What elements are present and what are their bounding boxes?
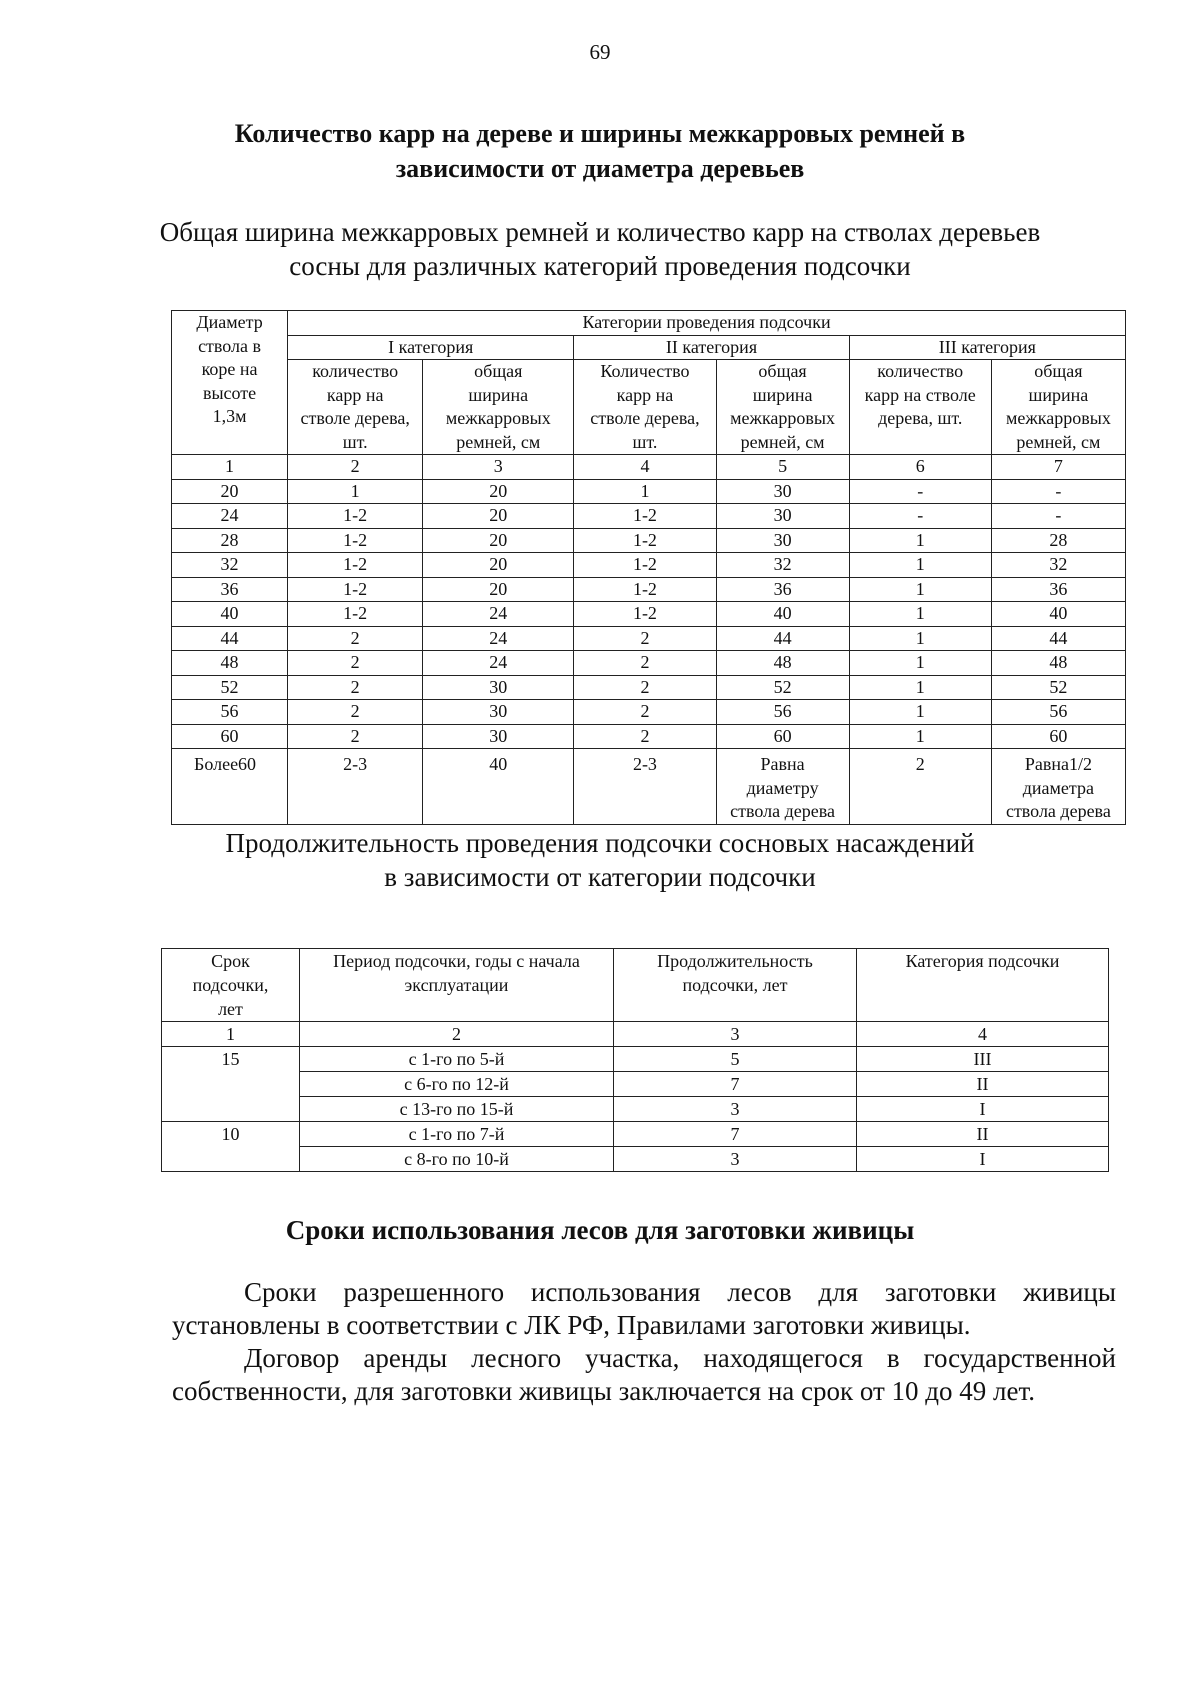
table-cell: 2 — [288, 626, 423, 651]
sub-header-line: количество — [877, 361, 964, 381]
table-row — [172, 479, 1126, 504]
table-row — [172, 577, 1126, 602]
table-cell: 24 — [423, 651, 574, 676]
diameter-header-line: высоте — [202, 382, 257, 403]
table-cell: 30 — [423, 724, 574, 749]
table-cell — [716, 749, 849, 825]
column-number: 2 — [288, 455, 423, 480]
table-cell: 56 — [716, 700, 849, 725]
table-cell: 2 — [288, 700, 423, 725]
header-line: подсочки, — [192, 975, 269, 995]
duration-header-col-1 — [162, 949, 300, 1022]
table-cell: 20 — [423, 528, 574, 553]
sub-header-line: количество — [312, 361, 399, 381]
sub-header-col-7 — [991, 360, 1125, 455]
cell-line: диаметру — [746, 777, 819, 798]
table-cell: I — [857, 1147, 1109, 1172]
table-cell: 1-2 — [574, 577, 716, 602]
table-cell: 1-2 — [288, 577, 423, 602]
column-number: 2 — [300, 1022, 614, 1047]
table2-caption-line-1: Продолжительность проведения подсочки сосновых насаждений — [225, 828, 975, 858]
sub-header-line: Количество — [600, 361, 690, 381]
table-cell: 20 — [423, 553, 574, 578]
table-cell: с 1-го по 5-й — [300, 1047, 614, 1072]
table-cell — [991, 749, 1125, 825]
table-cell: 36 — [991, 577, 1125, 602]
cell-line: диаметра — [1022, 777, 1095, 798]
column-number: 7 — [991, 455, 1125, 480]
table-cell: 20 — [172, 479, 288, 504]
paragraph-1-line-2: установлены в соответствии с ЛК РФ, Правилами заготовки живицы. — [172, 1310, 971, 1340]
table-cell: 3 — [614, 1147, 857, 1172]
column-number: 4 — [574, 455, 716, 480]
categories-group-header: Категории проведения подсочки — [288, 311, 1126, 336]
header-line: Срок — [211, 951, 250, 971]
duration-header-col-4 — [857, 949, 1109, 1022]
table-row — [162, 1047, 1109, 1072]
table-cell: с 6-го по 12-й — [300, 1072, 614, 1097]
header-line: лет — [218, 999, 243, 1019]
sub-header-col-3 — [423, 360, 574, 455]
table-row — [162, 1072, 1109, 1097]
column-number: 1 — [162, 1022, 300, 1047]
table-cell: 1-2 — [288, 504, 423, 529]
table-row — [162, 1097, 1109, 1122]
table-cell: 2 — [288, 724, 423, 749]
sub-header-line: межкарровых — [445, 408, 551, 428]
table-row — [162, 1122, 1109, 1147]
cell-line: ствола дерева — [730, 801, 835, 821]
table-cell: 40 — [423, 749, 574, 825]
table-cell: 28 — [172, 528, 288, 553]
table-cell: 28 — [991, 528, 1125, 553]
table-cell: 2 — [849, 749, 991, 825]
table-cell: - — [849, 479, 991, 504]
paragraph-2 — [172, 1342, 1116, 1408]
table-cell: с 8-го по 10-й — [300, 1147, 614, 1172]
sub-header-col-5 — [716, 360, 849, 455]
table-cell: 24 — [423, 602, 574, 627]
table-cell: 32 — [172, 553, 288, 578]
table-cell: 30 — [716, 528, 849, 553]
table-cell: 48 — [716, 651, 849, 676]
table-cell: 2 — [288, 651, 423, 676]
sub-header-line: общая — [474, 361, 523, 381]
duration-header-col-3 — [614, 949, 857, 1022]
table-cell: 1 — [849, 675, 991, 700]
diameter-header-line: 1,3м — [212, 406, 247, 426]
table-cell: 20 — [423, 504, 574, 529]
table-row — [172, 700, 1126, 725]
table-cell: 2 — [574, 700, 716, 725]
sub-header-line: шт. — [342, 431, 368, 452]
table-cell: 40 — [991, 602, 1125, 627]
table-row — [172, 675, 1126, 700]
header-line: эксплуатации — [404, 975, 509, 995]
table-cell: 44 — [991, 626, 1125, 651]
table-cell: 2 — [574, 724, 716, 749]
table-cell: 7 — [614, 1122, 857, 1147]
table-cell: 60 — [716, 724, 849, 749]
sub-header-line: ширина — [1028, 384, 1089, 405]
table-cell: 36 — [172, 577, 288, 602]
table-cell: - — [991, 504, 1125, 529]
table1-caption-line-2: сосны для различных категорий проведения подсочки — [289, 251, 911, 281]
page-number: 69 — [589, 40, 611, 64]
sub-header-line: ширина — [752, 384, 813, 405]
sub-header-line: ремней, см — [456, 431, 541, 452]
table-cell: 48 — [991, 651, 1125, 676]
table-cell: - — [991, 479, 1125, 504]
table-cell: 1-2 — [288, 602, 423, 627]
table-cell: 60 — [991, 724, 1125, 749]
table-cell: 1-2 — [574, 602, 716, 627]
table-cell: 56 — [991, 700, 1125, 725]
diameter-header-line: Диаметр — [196, 312, 263, 332]
table-cell: 1-2 — [288, 553, 423, 578]
table-cell: 1 — [849, 577, 991, 602]
table-cell: 40 — [716, 602, 849, 627]
table-cell: 30 — [423, 700, 574, 725]
paragraph-1-line-1: Сроки разрешенного использования лесов для заготовки живицы — [244, 1277, 1116, 1307]
sub-header-line: ширина — [468, 384, 529, 405]
header-line: подсочки, лет — [682, 975, 788, 995]
table-cell: 20 — [423, 479, 574, 504]
column-number: 3 — [423, 455, 574, 480]
column-number: 1 — [172, 455, 288, 480]
table-cell: 1-2 — [574, 528, 716, 553]
cell-line: Равна1/2 — [1024, 754, 1092, 774]
column-number: 5 — [716, 455, 849, 480]
table-cell: 2 — [574, 651, 716, 676]
table-cell: III — [857, 1047, 1109, 1072]
table-cell: 1 — [849, 700, 991, 725]
table-cell: 32 — [991, 553, 1125, 578]
table-row — [172, 626, 1126, 651]
section-title: Сроки использования лесов для заготовки живицы — [285, 1215, 915, 1245]
table-cell: 20 — [423, 577, 574, 602]
page-title-line-2: зависимости от диаметра деревьев — [395, 154, 805, 183]
category-3-header: III категория — [849, 335, 1125, 360]
table-cell: 52 — [991, 675, 1125, 700]
sub-header-line: ремней, см — [740, 431, 825, 452]
table-row — [172, 528, 1126, 553]
table-cell: II — [857, 1122, 1109, 1147]
sub-header-line: карр на — [616, 384, 674, 405]
cell-line: Равна — [760, 754, 805, 774]
table-cell: 24 — [423, 626, 574, 651]
table-cell: 3 — [614, 1097, 857, 1122]
table-cell: с 13-го по 15-й — [300, 1097, 614, 1122]
sub-header-line: карр на стволе — [864, 384, 976, 405]
table-cell: - — [849, 504, 991, 529]
table-cell: 2-3 — [288, 749, 423, 825]
table2-caption-line-2: в зависимости от категории подсочки — [384, 862, 816, 892]
column-number: 6 — [849, 455, 991, 480]
category-1-header: I категория — [288, 335, 574, 360]
sub-header-line: ремней, см — [1016, 431, 1101, 452]
table-cell: 24 — [172, 504, 288, 529]
table-cell: 1-2 — [288, 528, 423, 553]
cell-line: ствола дерева — [1005, 801, 1111, 821]
term-cell: 15 — [162, 1047, 300, 1122]
table-cell: 1-2 — [574, 553, 716, 578]
sub-header-line: карр на — [326, 384, 384, 405]
sub-header-line: межкарровых — [1005, 408, 1111, 428]
duration-header-col-2 — [300, 949, 614, 1022]
table-cell: 1 — [574, 479, 716, 504]
sub-header-col-6 — [849, 360, 991, 455]
table-cell: 52 — [172, 675, 288, 700]
table-row-over-60 — [172, 749, 1126, 825]
column-number: 3 — [614, 1022, 857, 1047]
table-row — [172, 651, 1126, 676]
table-row — [162, 1147, 1109, 1172]
table-cell: 1 — [849, 626, 991, 651]
table-cell: 60 — [172, 724, 288, 749]
table-cell: Более60 — [172, 749, 288, 825]
term-cell: 10 — [162, 1122, 300, 1172]
diameter-header-line: коре на — [201, 359, 258, 379]
table-cell: 1 — [849, 651, 991, 676]
sub-header-line: общая — [1034, 361, 1083, 381]
diameter-header-line: ствола в — [198, 335, 262, 356]
header-line: Период подсочки, годы с начала — [333, 951, 580, 971]
table-cell: II — [857, 1072, 1109, 1097]
column-number: 4 — [857, 1022, 1109, 1047]
table-cell: 30 — [716, 504, 849, 529]
paragraph-1 — [172, 1276, 1116, 1342]
table-row — [172, 553, 1126, 578]
sub-header-line: стволе дерева, — [590, 408, 700, 428]
tapping-duration-table — [161, 948, 1109, 1172]
table-cell: 2 — [288, 675, 423, 700]
table-cell: 32 — [716, 553, 849, 578]
table-cell: 1-2 — [574, 504, 716, 529]
paragraph-2-line-1: Договор аренды лесного участка, находящегося в государственной — [244, 1343, 1116, 1373]
table-cell: 36 — [716, 577, 849, 602]
table-cell: 44 — [172, 626, 288, 651]
table-cell: 2 — [574, 675, 716, 700]
page-title-line-1: Количество карр на дереве и ширины межкарровых ремней в — [234, 119, 966, 148]
paragraph-2-line-2: собственности, для заготовки живицы заключается на срок от 10 до 49 лет. — [172, 1376, 1036, 1406]
table-cell: 1 — [849, 528, 991, 553]
table-row — [172, 724, 1126, 749]
table-cell: 2-3 — [574, 749, 716, 825]
sub-header-line: шт. — [632, 431, 658, 452]
table-cell: I — [857, 1097, 1109, 1122]
table-row — [172, 602, 1126, 627]
table-cell: 44 — [716, 626, 849, 651]
table-cell: 7 — [614, 1072, 857, 1097]
sub-header-col-4 — [574, 360, 716, 455]
header-line: Категория подсочки — [905, 951, 1060, 971]
diameter-header — [172, 311, 288, 455]
table-cell: 5 — [614, 1047, 857, 1072]
sub-header-line: стволе дерева, — [300, 408, 410, 428]
table-cell: 1 — [288, 479, 423, 504]
table-cell: 2 — [574, 626, 716, 651]
table-cell: 1 — [849, 724, 991, 749]
table-cell: 40 — [172, 602, 288, 627]
table-cell: 1 — [849, 602, 991, 627]
table-cell: с 1-го по 7-й — [300, 1122, 614, 1147]
table-cell: 48 — [172, 651, 288, 676]
sub-header-line: межкарровых — [730, 408, 836, 428]
tapping-categories-table — [171, 310, 1126, 825]
table-cell: 30 — [423, 675, 574, 700]
table-cell: 56 — [172, 700, 288, 725]
table-cell: 1 — [849, 553, 991, 578]
table1-caption-line-1: Общая ширина межкарровых ремней и количество карр на стволах деревьев — [159, 217, 1041, 247]
sub-header-line: дерева, шт. — [878, 408, 963, 428]
table-row — [172, 504, 1126, 529]
table-cell: 30 — [716, 479, 849, 504]
sub-header-col-2 — [288, 360, 423, 455]
table-cell: 52 — [716, 675, 849, 700]
category-2-header: II категория — [574, 335, 849, 360]
sub-header-line: общая — [758, 361, 807, 381]
header-line: Продолжительность — [657, 951, 813, 971]
